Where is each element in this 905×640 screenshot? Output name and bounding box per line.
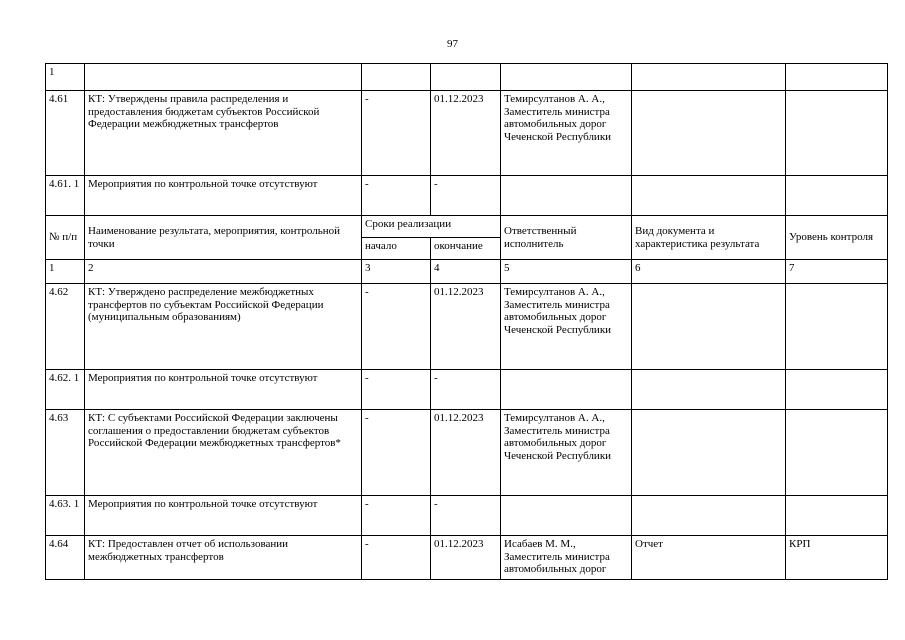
row-document-type: [632, 176, 786, 216]
row-start-date: -: [362, 284, 431, 370]
cell-empty: [786, 64, 888, 91]
row-document-type: [632, 370, 786, 410]
row-end-date: 01.12.2023: [431, 284, 501, 370]
row-end-date: 01.12.2023: [431, 410, 501, 496]
column-number: 1: [46, 260, 85, 284]
row-number: 4.61. 1: [46, 176, 85, 216]
row-end-date: -: [431, 496, 501, 536]
cell-empty: [501, 64, 632, 91]
row-end-date: 01.12.2023: [431, 91, 501, 176]
row-control-level: [786, 91, 888, 176]
row-control-level: [786, 370, 888, 410]
row-start-date: -: [362, 536, 431, 580]
row-responsible: [501, 176, 632, 216]
table-row: [46, 496, 888, 536]
row-start-date: -: [362, 176, 431, 216]
row-name: Мероприятия по контрольной точке отсутствуют: [85, 496, 362, 536]
row-name: КТ: С субъектами Российской Федерации заключены соглашения о предоставлении бюджетам субъектов Российской Федерации межбюджетных трансфертов*: [85, 410, 362, 496]
row-start-date: -: [362, 496, 431, 536]
cell-empty: [632, 64, 786, 91]
table-row: [46, 176, 888, 216]
row-number: 1: [46, 64, 85, 91]
header-responsible: Ответственный исполнитель: [501, 216, 632, 260]
row-responsible: [501, 496, 632, 536]
table-row: [46, 64, 888, 91]
table-row: [46, 536, 888, 580]
row-responsible: Темирсултанов А. А., Заместитель министра автомобильных дорог Чеченской Республики: [501, 410, 632, 496]
row-name: КТ: Утверждено распределение межбюджетных трансфертов по субъектам Российской Федерации (муниципальным образованиям): [85, 284, 362, 370]
row-end-date: -: [431, 176, 501, 216]
row-name: Мероприятия по контрольной точке отсутствуют: [85, 176, 362, 216]
row-name: КТ: Предоставлен отчет об использовании межбюджетных трансфертов: [85, 536, 362, 580]
row-document-type: [632, 284, 786, 370]
row-name: КТ: Утверждены правила распределения и предоставления бюджетам субъектов Российской Федерации межбюджетных трансфертов: [85, 91, 362, 176]
row-responsible: Темирсултанов А. А., Заместитель министра автомобильных дорог Чеченской Республики: [501, 91, 632, 176]
row-number: 4.63. 1: [46, 496, 85, 536]
header-row: [46, 216, 888, 238]
row-start-date: -: [362, 370, 431, 410]
table-row: [46, 370, 888, 410]
table-row: [46, 284, 888, 370]
table-row: [46, 91, 888, 176]
row-start-date: -: [362, 91, 431, 176]
header-end: окончание: [431, 238, 501, 260]
header-name: Наименование результата, мероприятия, контрольной точки: [85, 216, 362, 260]
row-number: 4.63: [46, 410, 85, 496]
row-control-level: КРП: [786, 536, 888, 580]
column-number: 4: [431, 260, 501, 284]
column-number: 6: [632, 260, 786, 284]
row-number: 4.61: [46, 91, 85, 176]
column-number: 5: [501, 260, 632, 284]
row-responsible: [501, 370, 632, 410]
row-name: Мероприятия по контрольной точке отсутствуют: [85, 370, 362, 410]
header-doc-type: Вид документа и характеристика результата: [632, 216, 786, 260]
row-control-level: [786, 410, 888, 496]
row-document-type: Отчет: [632, 536, 786, 580]
row-number: 4.62. 1: [46, 370, 85, 410]
column-numbers-row: [46, 260, 888, 284]
column-number: 7: [786, 260, 888, 284]
row-number: 4.64: [46, 536, 85, 580]
row-responsible: Исабаев М. М., Заместитель министра автомобильных дорог: [501, 536, 632, 580]
page-number: 97: [447, 38, 458, 50]
header-level: Уровень контроля: [786, 216, 888, 260]
row-number: 4.62: [46, 284, 85, 370]
column-number: 3: [362, 260, 431, 284]
row-document-type: [632, 410, 786, 496]
row-control-level: [786, 284, 888, 370]
row-control-level: [786, 176, 888, 216]
row-control-level: [786, 496, 888, 536]
header-start: начало: [362, 238, 431, 260]
control-points-table: [45, 63, 888, 580]
row-responsible: Темирсултанов А. А., Заместитель министра автомобильных дорог Чеченской Республики: [501, 284, 632, 370]
cell-empty: [431, 64, 501, 91]
cell-empty: [362, 64, 431, 91]
row-end-date: -: [431, 370, 501, 410]
row-start-date: -: [362, 410, 431, 496]
table-row: [46, 410, 888, 496]
cell-empty: [85, 64, 362, 91]
row-document-type: [632, 496, 786, 536]
header-terms: Сроки реализации: [362, 216, 501, 238]
row-document-type: [632, 91, 786, 176]
header-num: № п/п: [46, 216, 85, 260]
column-number: 2: [85, 260, 362, 284]
row-end-date: 01.12.2023: [431, 536, 501, 580]
